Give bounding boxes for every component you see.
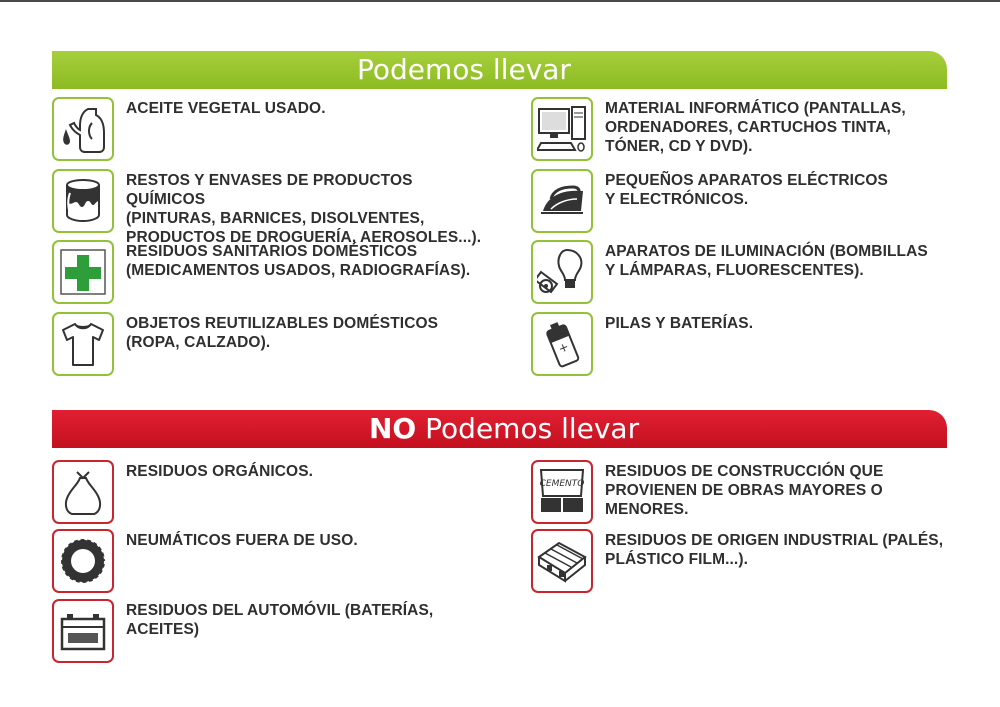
not-allowed-item-label: NEUMÁTICOS FUERA DE USO. xyxy=(126,532,358,549)
oil-jug-icon xyxy=(58,103,108,155)
not-allowed-item-label: RESIDUOS DE CONSTRUCCIÓN QUE PROVIENEN DE OBRAS MAYORES O MENORES. xyxy=(605,463,884,518)
not-allowed-banner xyxy=(52,410,947,448)
tshirt-icon xyxy=(58,318,108,370)
car-battery-icon xyxy=(58,605,108,657)
computer-icon xyxy=(537,103,587,155)
not-allowed-item-label: RESIDUOS DE ORIGEN INDUSTRIAL (PALÉS, PLÁSTICO FILM...). xyxy=(605,532,944,568)
not-allowed-item-label: RESIDUOS DEL AUTOMÓVIL (BATERÍAS, ACEITES) xyxy=(126,602,434,638)
paint-can-icon xyxy=(58,175,108,227)
pallet-icon xyxy=(537,535,587,587)
allowed-item-label: PEQUEÑOS APARATOS ELÉCTRICOS Y ELECTRÓNICOS. xyxy=(605,172,888,208)
allowed-item-label: PILAS Y BATERÍAS. xyxy=(605,315,754,332)
svg-text:+: + xyxy=(556,339,571,357)
battery-icon xyxy=(537,318,587,370)
iron-icon xyxy=(537,175,587,227)
allowed-item-label: RESIDUOS SANITARIOS DOMÉSTICOS (MEDICAMENTOS USADOS, RADIOGRAFÍAS). xyxy=(126,243,471,279)
allowed-item-label: APARATOS DE ILUMINACIÓN (BOMBILLAS Y LÁMPARAS, FLUORESCENTES). xyxy=(605,243,928,279)
cement-bag-icon xyxy=(537,466,587,518)
trash-bag-icon xyxy=(58,466,108,518)
allowed-item-label: RESTOS Y ENVASES DE PRODUCTOS QUÍMICOS (PINTURAS, BARNICES, DISOLVENTES, PRODUCTOS DE DROGUERÍA, AEROSOLES...). xyxy=(126,172,482,246)
top-border xyxy=(0,0,1000,2)
cement-label: CEMENTO xyxy=(539,479,585,489)
allowed-title: Podemos llevar xyxy=(357,53,571,86)
not-allowed-title-bold: NO xyxy=(369,412,417,445)
allowed-item-label: OBJETOS REUTILIZABLES DOMÉSTICOS (ROPA, CALZADO). xyxy=(126,315,439,351)
not-allowed-title: Podemos llevar xyxy=(416,412,640,445)
first-aid-cross-icon xyxy=(58,246,108,298)
allowed-banner xyxy=(52,51,947,89)
allowed-item-label: MATERIAL INFORMÁTICO (PANTALLAS, ORDENADORES, CARTUCHOS TINTA, TÓNER, CD Y DVD). xyxy=(605,100,906,155)
light-bulb-icon xyxy=(537,246,587,298)
tire-icon xyxy=(58,535,108,587)
not-allowed-item-label: RESIDUOS ORGÁNICOS. xyxy=(126,463,314,480)
allowed-item-label: ACEITE VEGETAL USADO. xyxy=(126,100,326,117)
